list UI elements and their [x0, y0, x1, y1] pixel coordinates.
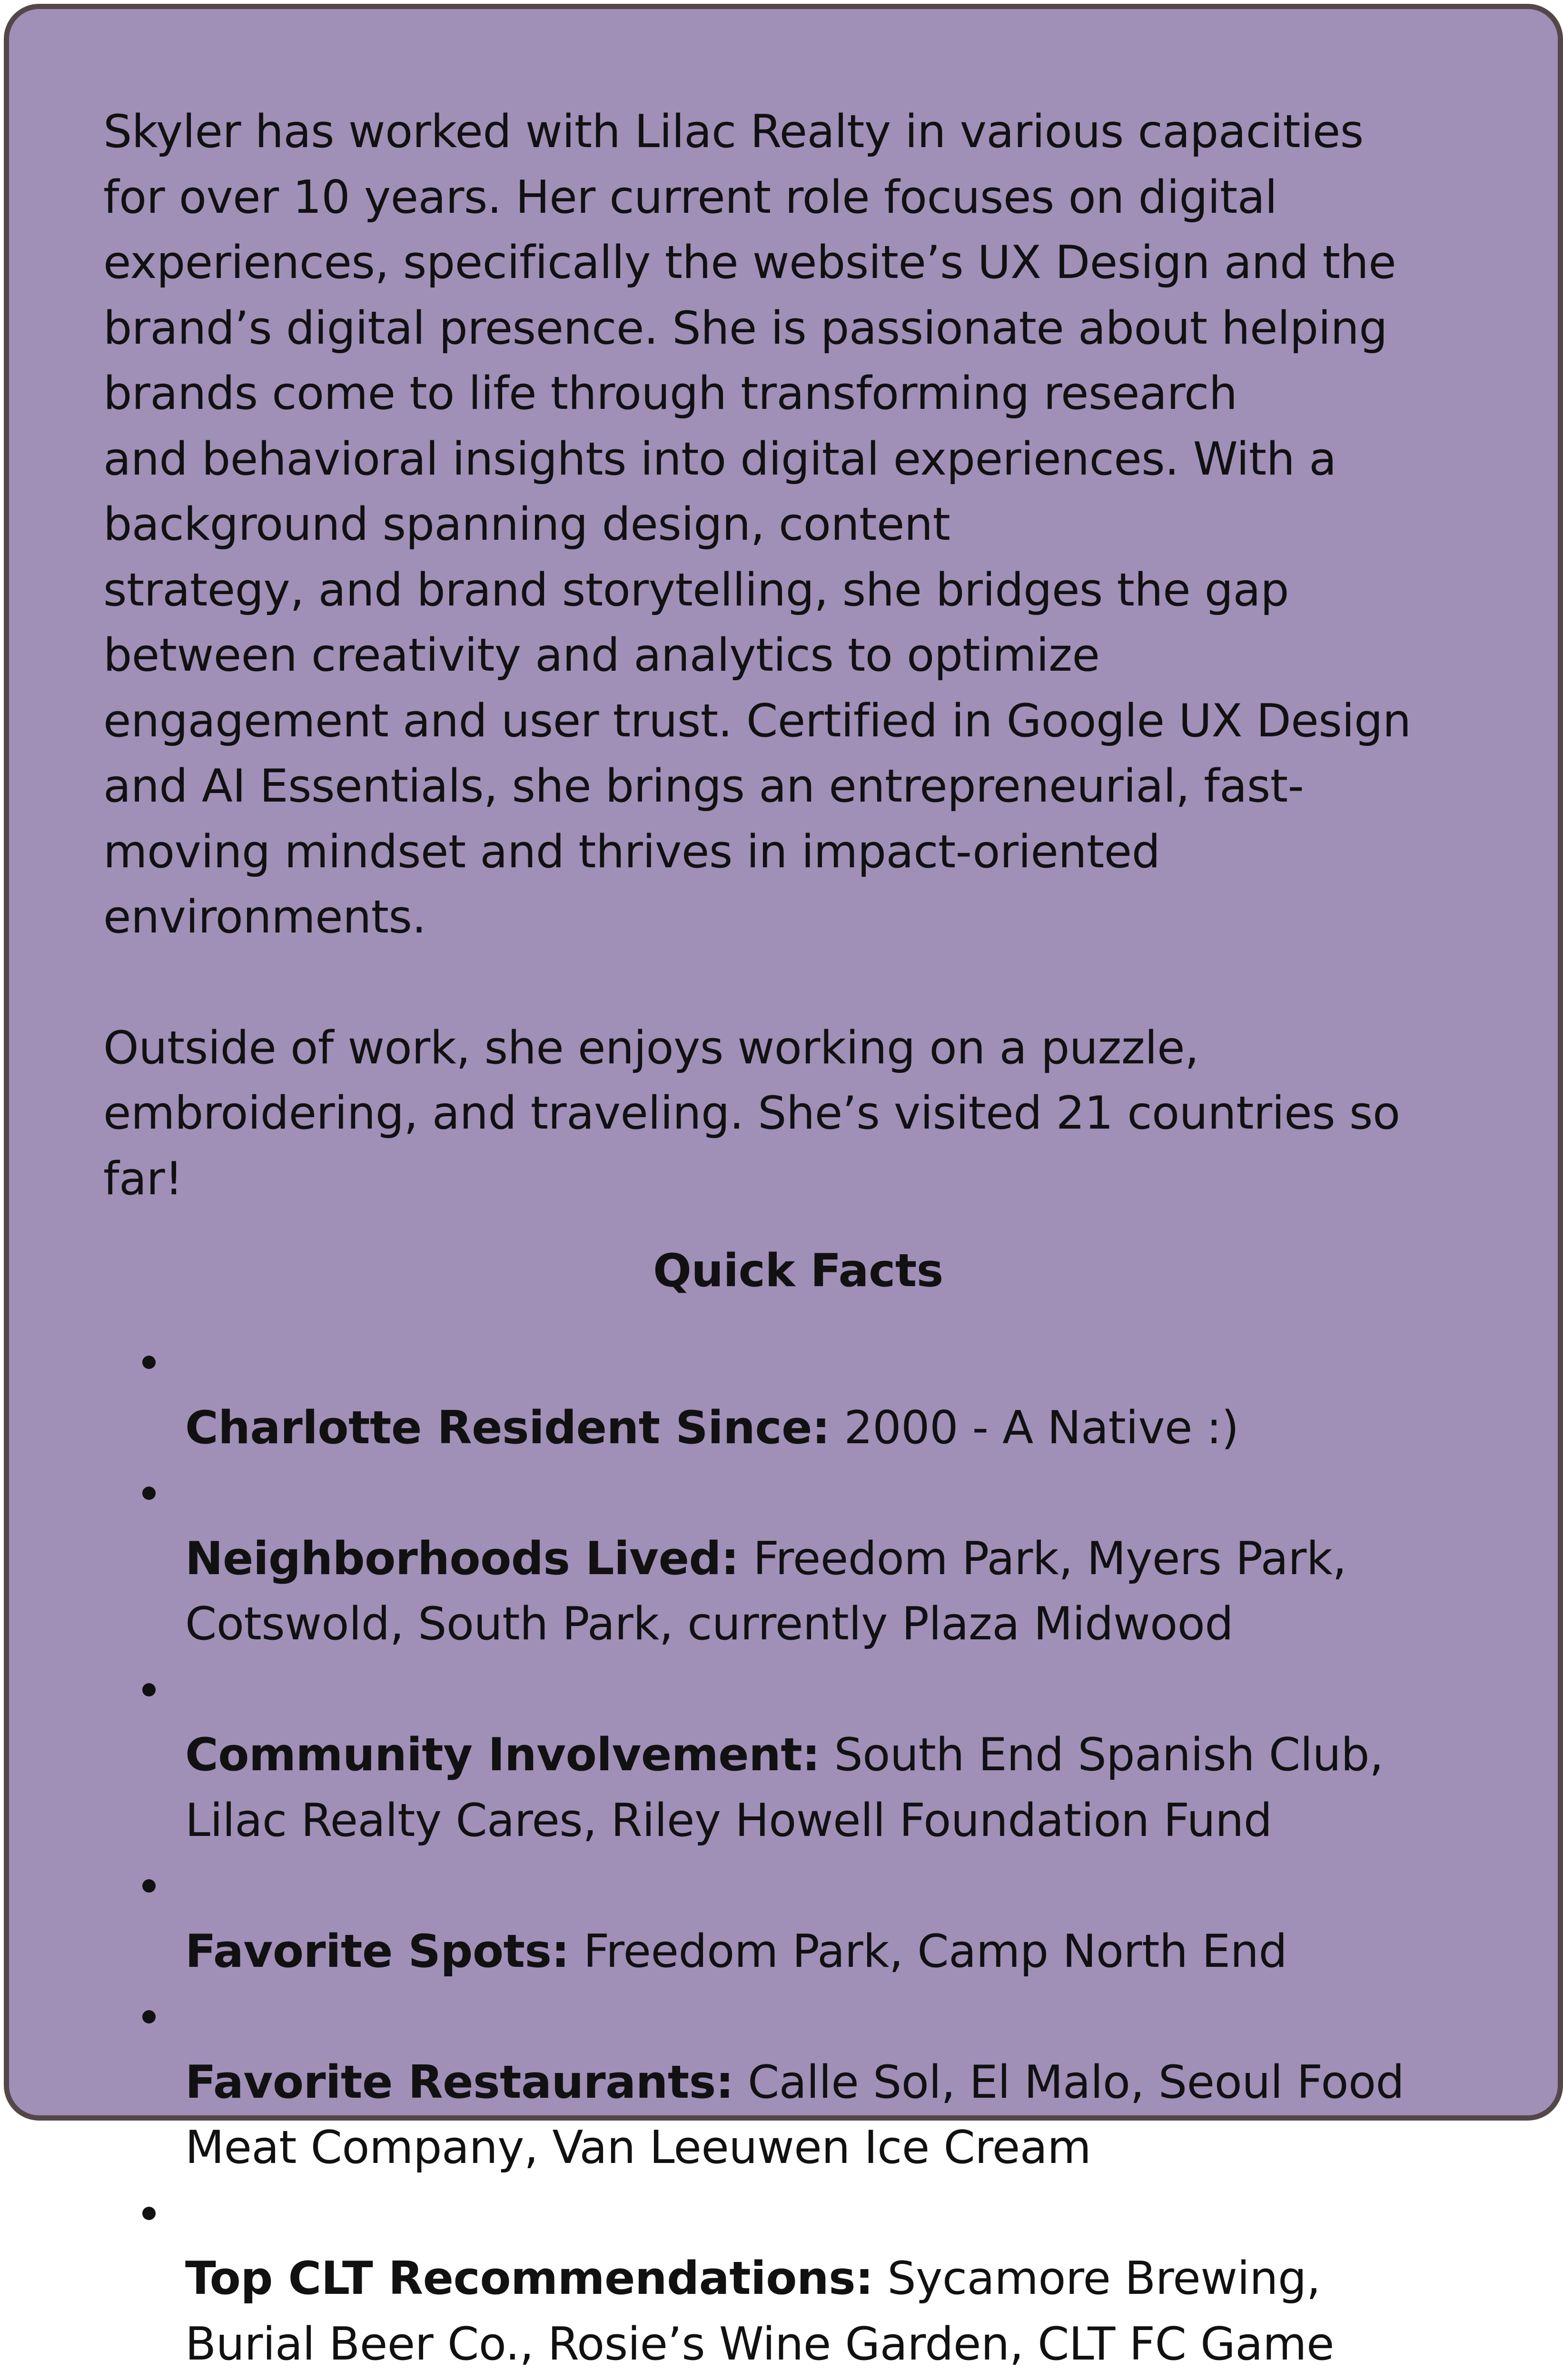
fact-value: Freedom Park, Camp North End [569, 1925, 1287, 1978]
quick-facts-list [103, 1330, 1493, 2380]
bullet-icon [142, 2207, 156, 2220]
fact-label: Neighborhoods Lived: [185, 1532, 739, 1585]
fact-label: Favorite Spots: [185, 1925, 570, 1978]
fact-value: 2000 - A Native :) [830, 1401, 1239, 1454]
fact-value: Calle Sol, El Malo, Seoul Food Meat Company, Van Leeuwen Ice Cream [185, 2056, 1405, 2174]
bullet-icon [142, 1356, 156, 1369]
fact-label: Top CLT Recommendations: [185, 2252, 873, 2305]
bullet-icon [142, 2010, 156, 2023]
fact-label: Charlotte Resident Since: [185, 1401, 830, 1454]
list-item [103, 1461, 1493, 1657]
list-item [103, 1984, 1493, 2181]
list-item [103, 2377, 1493, 2380]
list-item [103, 1854, 1493, 1984]
list-item [103, 1330, 1493, 1461]
fact-label: Community Involvement: [185, 1729, 820, 1781]
fact-value: Freedom Park, Myers Park, Cotswold, South Park, currently Plaza Midwood [185, 1532, 1347, 1650]
hobbies-paragraph: Outside of work, she enjoys working on a puzzle, embroidering, and traveling. She’s visited 21 countries so far! [103, 1021, 1400, 1205]
list-item [103, 2181, 1493, 2378]
fact-value: Sycamore Brewing, Burial Beer Co., Rosie’s Wine Garden, CLT FC Game [185, 2252, 1335, 2370]
bio-card [4, 4, 1563, 2370]
bullet-icon [142, 1683, 156, 1696]
bullet-icon [142, 1879, 156, 1893]
fact-value: South End Spanish Club, Lilac Realty Cares, Riley Howell Foundation Fund [185, 1729, 1384, 1847]
quick-facts-heading: Quick Facts [653, 1245, 943, 1297]
fact-label: Favorite Restaurants: [185, 2056, 734, 2109]
list-item [103, 1657, 1493, 1854]
bullet-icon [142, 1487, 156, 1500]
bio-content [103, 99, 1493, 2380]
bio-paragraph: Skyler has worked with Lilac Realty in various capacities for over 10 years. Her current role focuses on digital experiences, specifically the website’s UX Design and the brand’s digital presence. She is passionate about helping brands come to life through transforming research and behavioral insights into digital experiences. With a background spanning design, content strategy, and brand storytelling, she bridges the gap between creativity and analytics to optimize engagement and user trust. Certified in Google UX Design and AI Essentials, she brings an entrepreneurial, fast- moving mindset and thrives in impact-oriented environments. [103, 106, 1411, 943]
